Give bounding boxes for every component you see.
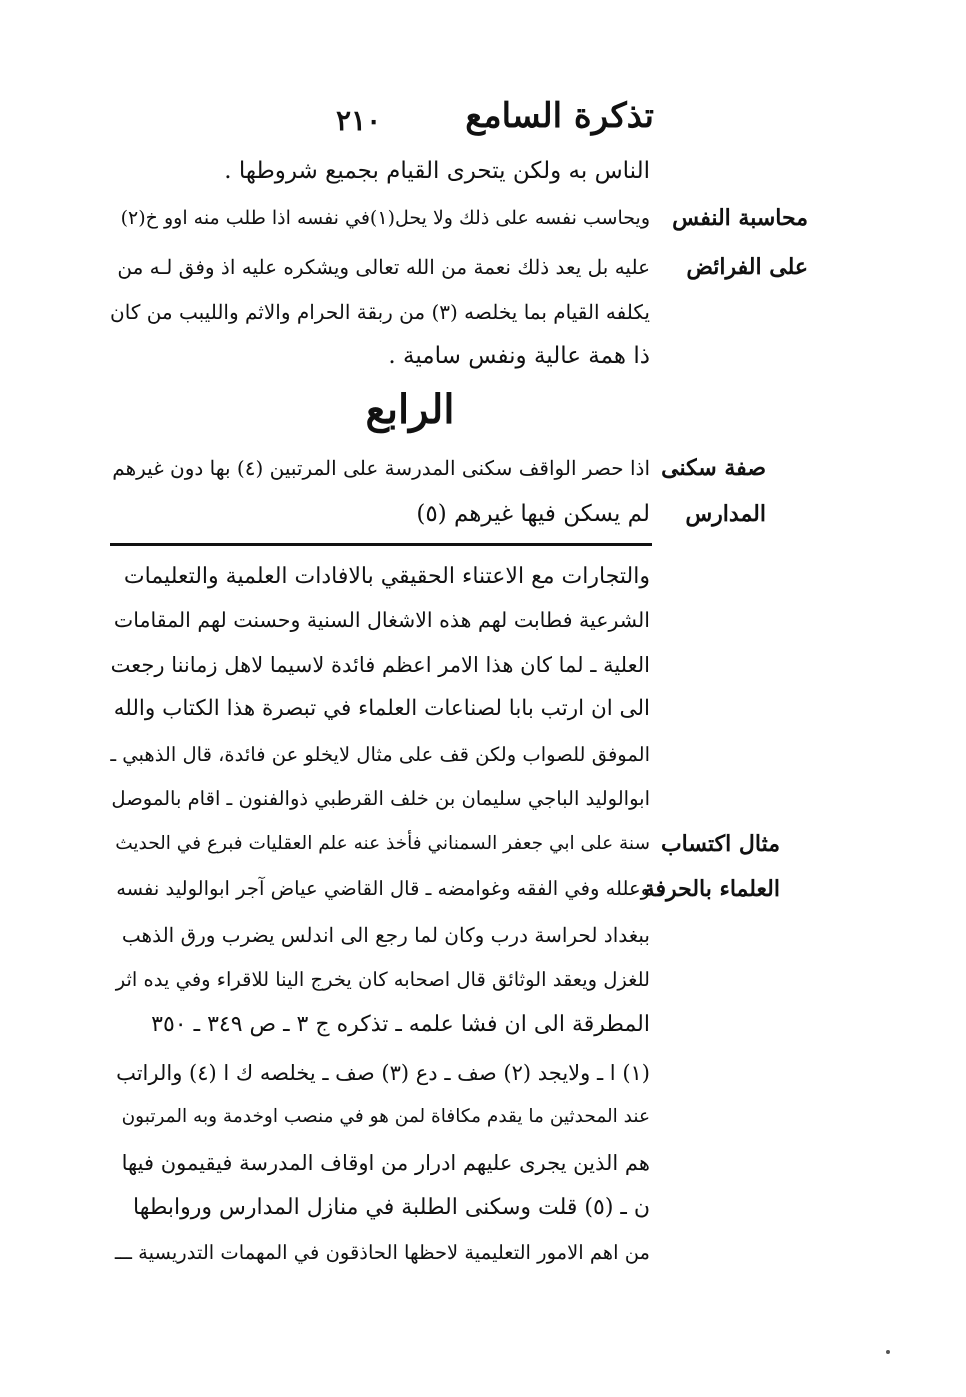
body-line: الناس به ولكن يتحرى القيام بجميع شروطها . [224, 158, 650, 184]
margin-note-line: محاسبة النفس [672, 205, 808, 231]
margin-note-line: مثال اكتساب [660, 831, 780, 857]
footnote-line: من اهم الامور التعليمية لاحظها الحاذقون في المهمات التدريسية ـــ [114, 1241, 650, 1264]
footnote-line: عند المحدثين ما يقدم مكافاة لمن هو في منصب اوخدمة وبه المرتبون [121, 1106, 650, 1127]
body-line: يكلفه القيام بما يخلصه (٣) من ربقة الحرام والاثم والليبب من كان [110, 300, 650, 324]
footnote-line: المطرقة الى ان فشا علمه ـ تذكره ج ٣ ـ ص ٣٤٩ ـ ٣٥٠ [151, 1012, 650, 1037]
margin-note-line: المدارس [685, 501, 766, 527]
body-line: ذا همة عالية ونفس سامية . [388, 343, 650, 369]
footnote-separator [110, 543, 652, 546]
running-title: تذكرة السامع [465, 96, 654, 136]
footnote-line: الشرعية فطابت لهم هذه الاشغال السنية وحسنت لهم المقامات [113, 608, 650, 632]
margin-note-line: العلماء بالحرفة [643, 876, 780, 902]
body-line: اذا حصر الواقف سكنى المدرسة على المرتبين (٤) بها دون غيرهم [112, 456, 650, 480]
body-line: عليه بل يعد ذلك نعمة من الله تعالى ويشكره عليه اذ وفق لـه من [117, 255, 650, 279]
footnote-line: للغزل ويعقد الوثائق قال اصحابه كان يخرج الينا للاقراء وفي يده اثر [115, 968, 650, 991]
body-line: لم يسكن فيها غيرهم (٥) [416, 501, 650, 527]
footnote-line: ببغداد لحراسة درب وكان لما رجع الى اندلس يضرب ورق الذهب [121, 923, 650, 947]
page-number: ٢١٠ [336, 104, 382, 137]
margin-note-line: صفة سكنى [661, 455, 766, 481]
footnote-line: الموفق للصواب ولكن قف على مثال لايخلو عن فائدة، قال الذهبي ـ [110, 743, 650, 766]
stray-mark [886, 1350, 890, 1354]
footnote-line: العلية ـ لما كان هذا الامر اعظم فائدة لاسيما لاهل زماننا رجعت [110, 653, 650, 677]
section-heading: الرابع [365, 386, 455, 433]
footnote-line: هم الذين يجرى عليهم ادرار من اوقاف المدرسة فيقيمون فيها [121, 1151, 650, 1175]
footnote-line: والتجارات مع الاعتناء الحقيقي بالافادات العلمية والتعليمات [123, 564, 650, 589]
footnote-line: الى ان ارتب بابا لصناعات العلماء في تبصرة هذا الكتاب والله [113, 696, 650, 721]
footnote-line: ن ـ (٥) قلت وسكنى الطلبة في منازل المدارس وروابطها [133, 1195, 650, 1220]
margin-note-line: على الفرائض [686, 254, 808, 280]
footnote-line: (١) ا ـ ولايجد (٢) صف ـ دع (٣) صف ـ يخلصه ك ا (٤) والراتب [116, 1061, 650, 1085]
body-line: ويحاسب نفسه على ذلك ولا يحل(١)في نفسه اذا طلب منه اوو خ(٢) [120, 207, 650, 229]
footnote-line: ابوالوليد الباجي سليمان بن خلف القرطبي ذوالفنون ـ اقام بالموصل [111, 787, 650, 810]
footnote-line: وعلله وفي الفقه وغوامضه ـ قال القاضي عياض آجر ابوالوليد نفسه [116, 877, 650, 900]
footnote-line: سنة على ابي جعفر السمناني فأخذ عنه علم العقليات فبرع في الحديث [115, 833, 650, 854]
